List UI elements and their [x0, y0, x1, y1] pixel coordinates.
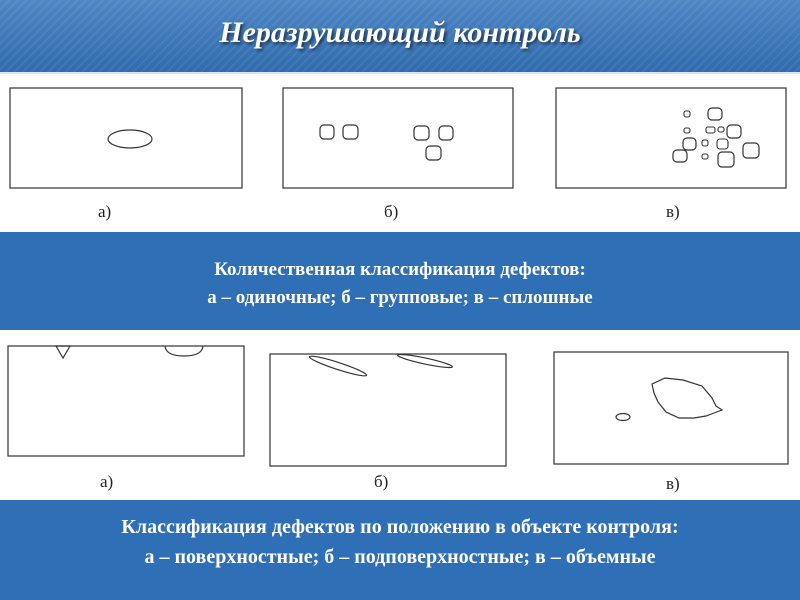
- band2-line1: Классификация дефектов по положению в объекте контроля:: [121, 516, 679, 538]
- diagram-single-defect: [10, 88, 242, 188]
- caption-bottom-a: а): [100, 472, 114, 491]
- band1-line1: Количественная классификация дефектов:: [214, 259, 586, 280]
- header-bar: [0, 0, 800, 74]
- classification-band-quantity: [0, 232, 800, 330]
- caption-top-b: б): [384, 202, 399, 221]
- slide-title: Неразрушающий контроль: [219, 16, 581, 49]
- band1-line2: а – одиночные; б – групповые; в – сплошные: [207, 287, 593, 308]
- diagram-continuous-defects: [556, 88, 786, 188]
- bottom-diagrams: [0, 336, 800, 496]
- band2-line2: а – поверхностные; б – подповерхностные; в – объемные: [144, 546, 656, 568]
- diagram-subsurface-defects: [270, 352, 506, 466]
- caption-bottom-c: в): [666, 474, 680, 493]
- diagram-surface-defects: [8, 346, 244, 456]
- caption-top-a: а): [98, 202, 112, 221]
- caption-bottom-b: б): [374, 472, 389, 491]
- caption-top-c: в): [666, 202, 680, 221]
- diagram-volumetric-defects: [554, 352, 788, 464]
- top-diagrams: [0, 80, 800, 230]
- classification-band-position: [0, 500, 800, 600]
- diagram-group-defects: [283, 88, 513, 188]
